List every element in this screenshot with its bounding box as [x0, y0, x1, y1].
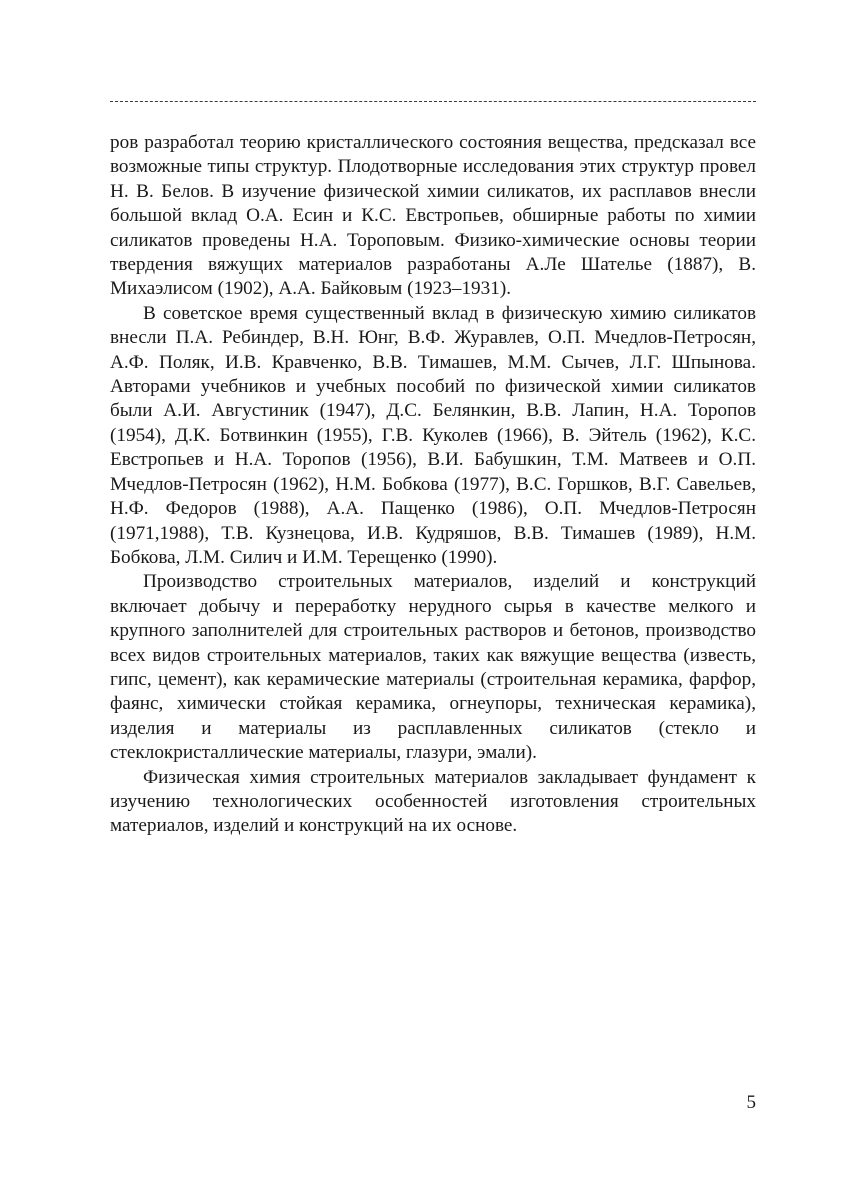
paragraph-soviet-contributors: В советское время существенный вклад в физическую химию силикатов внесли П.А. Ребиндер, В.Н. Юнг, В.Ф. Журавлев, О.П. Мчедлов-Петросян, А.Ф. Поляк, И.В. Кравченко, В.В. Тимашев, М.М. Сычев, Л.Г. Шпынова. Авторами учебников и учебных пособий по физической химии силикатов были А.И. Августиник (1947), Д.С. Белянкин, В.В. Лапин, Н.А. Торопов (1954), Д.К. Ботвинкин (1955), Г.В. Куколев (1966), В. Эйтель (1962), К.С. Евстропьев и Н.А. Торопов (1956), В.И. Бабушкин, Т.М. Матвеев и О.П. Мчедлов-Петросян (1962), Н.М. Бобкова (1977), В.С. Горшков, В.Г. Савельев, Н.Ф. Федоров (1988), А.А. Пащенко (1986), О.П. Мчедлов-Петросян (1971,1988), Т.В. Кузнецова, И.В. Кудряшов, В.В. Тимашев (1989), Н.М. Бобкова, Л.М. Силич и И.М. Терещенко (1990).	[110, 302, 756, 568]
header-dashed-rule	[110, 101, 756, 102]
page-body	[110, 131, 756, 839]
paragraph-continuation: ров разработал теорию кристаллического состояния вещества, предсказал все возможные типы структур. Плодотворные исследования этих структур провел Н. В. Белов. В изучение физической химии силикатов, их расплавов внесли большой вклад О.А. Есин и К.С. Евстропьев, обширные работы по химии силикатов проведены Н.А. Тороповым. Физико-химические основы теории твердения вяжущих материалов разработаны А.Ле Шателье (1887), В. Михаэлисом (1902), А.А. Байковым (1923–1931).	[110, 132, 756, 300]
paragraph-physical-chemistry: Физическая химия строительных материалов закладывает фундамент к изучению технологических особенностей изготовления строительных материалов, изделий и конструкций на их основе.	[110, 766, 756, 837]
page-number: 5	[746, 1092, 756, 1113]
paragraph-production: Производство строительных материалов, изделий и конструкций включает добычу и переработку нерудного сырья в качестве мелкого и крупного заполнителей для строительных растворов и бетонов, производство всех видов строительных материалов, таких как вяжущие вещества (известь, гипс, цемент), как керамические материалы (строительная керамика, фарфор, фаянс, химически стойкая керамика, огнеупоры, техническая керамика), изделия и материалы из расплавленных силикатов (стекло и стеклокристаллические материалы, глазури, эмали).	[110, 571, 756, 764]
